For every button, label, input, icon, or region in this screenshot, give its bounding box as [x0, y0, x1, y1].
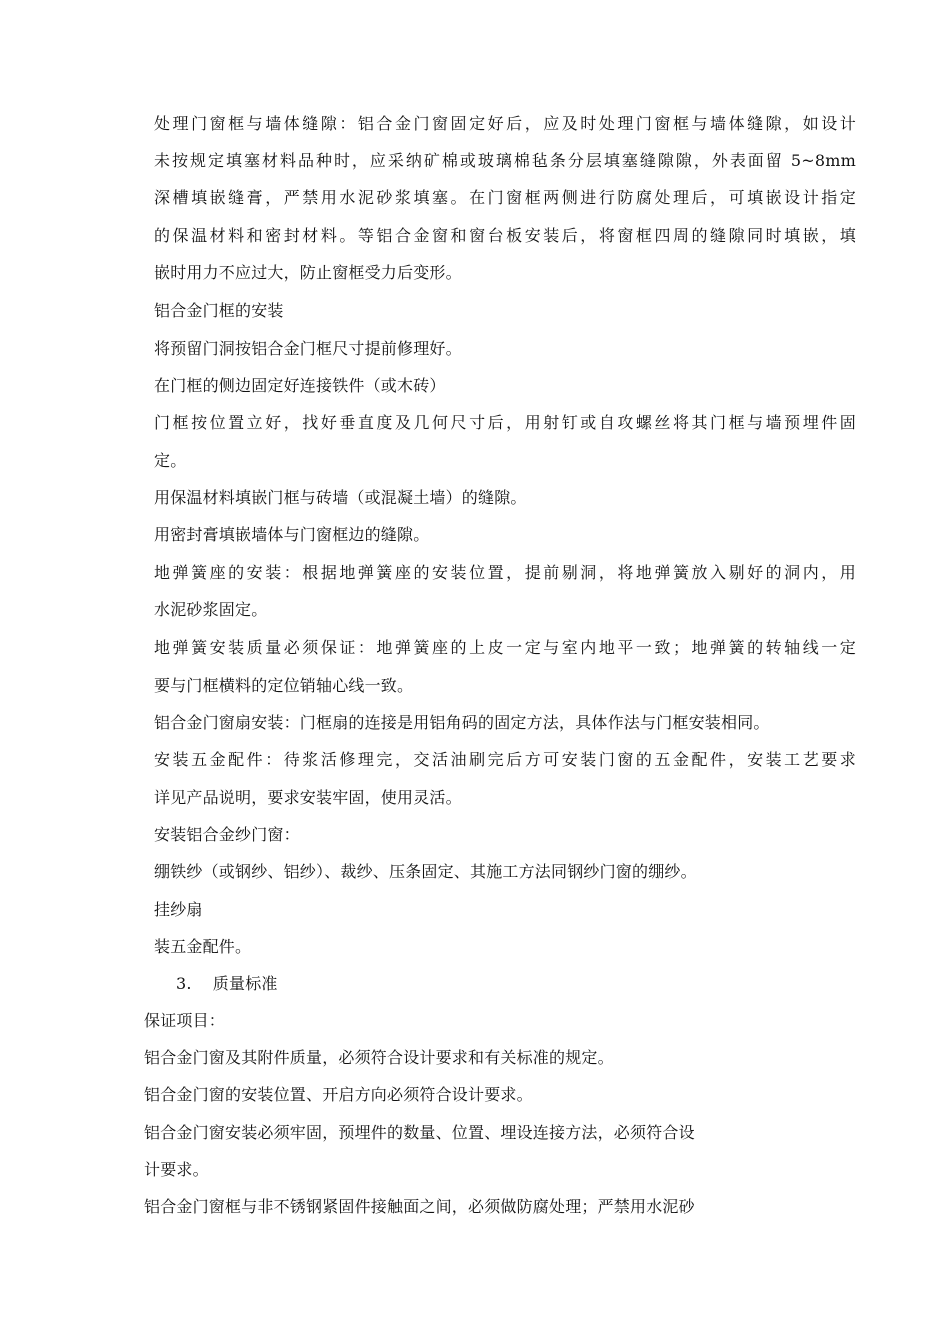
text-line: 在门框的侧边固定好连接铁件（或木砖）: [154, 376, 446, 395]
text-line: 安装五金配件：待浆活修理完，交活油刷完后方可安装门窗的五金配件，安装工艺要求: [154, 750, 856, 769]
text-line: 嵌时用力不应过大，防止窗框受力后变形。: [154, 263, 462, 282]
text-line: 用密封膏填嵌墙体与门窗框边的缝隙。: [154, 525, 430, 544]
text-line: 挂纱扇: [154, 900, 203, 919]
text-line: 将预留门洞按铝合金门框尺寸提前修理好。: [154, 339, 462, 358]
text-line: 详见产品说明，要求安装牢固，使用灵活。: [154, 788, 462, 807]
text-line: 用保温材料填嵌门框与砖墙（或混凝土墙）的缝隙。: [154, 488, 527, 507]
text-line: 水泥砂浆固定。: [154, 600, 268, 619]
section-heading: 3. 质量标准: [176, 974, 278, 993]
text-line: 保证项目：: [144, 1011, 226, 1030]
text-line: 的保温材料和密封材料。等铝合金窗和窗台板安装后，将窗框四周的缝隙同时填嵌，填: [154, 226, 856, 245]
text-line: 地弹簧安装质量必须保证：地弹簧座的上皮一定与室内地平一致；地弹簧的转轴线一定: [154, 638, 856, 657]
text-line: 深槽填嵌缝膏，严禁用水泥砂浆填塞。在门窗框两侧进行防腐处理后，可填嵌设计指定: [154, 188, 856, 207]
text-line: 铝合金门窗及其附件质量，必须符合设计要求和有关标准的规定。: [144, 1048, 614, 1067]
text-line: 地弹簧座的安装：根据地弹簧座的安装位置，提前剔洞，将地弹簧放入剔好的洞内，用: [154, 563, 856, 582]
text-line: 安装铝合金纱门窗：: [154, 825, 300, 844]
text-line: 铝合金门窗框与非不锈钢紧固件接触面之间，必须做防腐处理；严禁用水泥砂: [144, 1197, 695, 1216]
text-line: 铝合金门窗扇安装：门框扇的连接是用铝角码的固定方法，具体作法与门框安装相同。: [154, 713, 770, 732]
text-line: 计要求。: [144, 1160, 209, 1179]
text-line: 绷铁纱（或钢纱、铝纱）、裁纱、压条固定、其施工方法同钢纱门窗的绷纱。: [154, 862, 697, 881]
text-line: 未按规定填塞材料品种时，应采纳矿棉或玻璃棉毡条分层填塞缝隙隙，外表面留 5~8mm: [154, 151, 856, 170]
text-line: 处理门窗框与墙体缝隙：铝合金门窗固定好后，应及时处理门窗框与墙体缝隙，如设计: [154, 114, 856, 133]
text-line: 铝合金门窗安装必须牢固，预埋件的数量、位置、埋设连接方法，必须符合设: [144, 1123, 695, 1142]
text-line: 装五金配件。: [154, 937, 252, 956]
text-line: 铝合金门窗的安装位置、开启方向必须符合设计要求。: [144, 1085, 533, 1104]
text-line: 定。: [154, 451, 187, 470]
text-line: 铝合金门框的安装: [154, 301, 284, 320]
text-line: 门框按位置立好，找好垂直度及几何尺寸后，用射钉或自攻螺丝将其门框与墙预埋件固: [154, 413, 856, 432]
text-line: 要与门框横料的定位销轴心线一致。: [154, 676, 414, 695]
